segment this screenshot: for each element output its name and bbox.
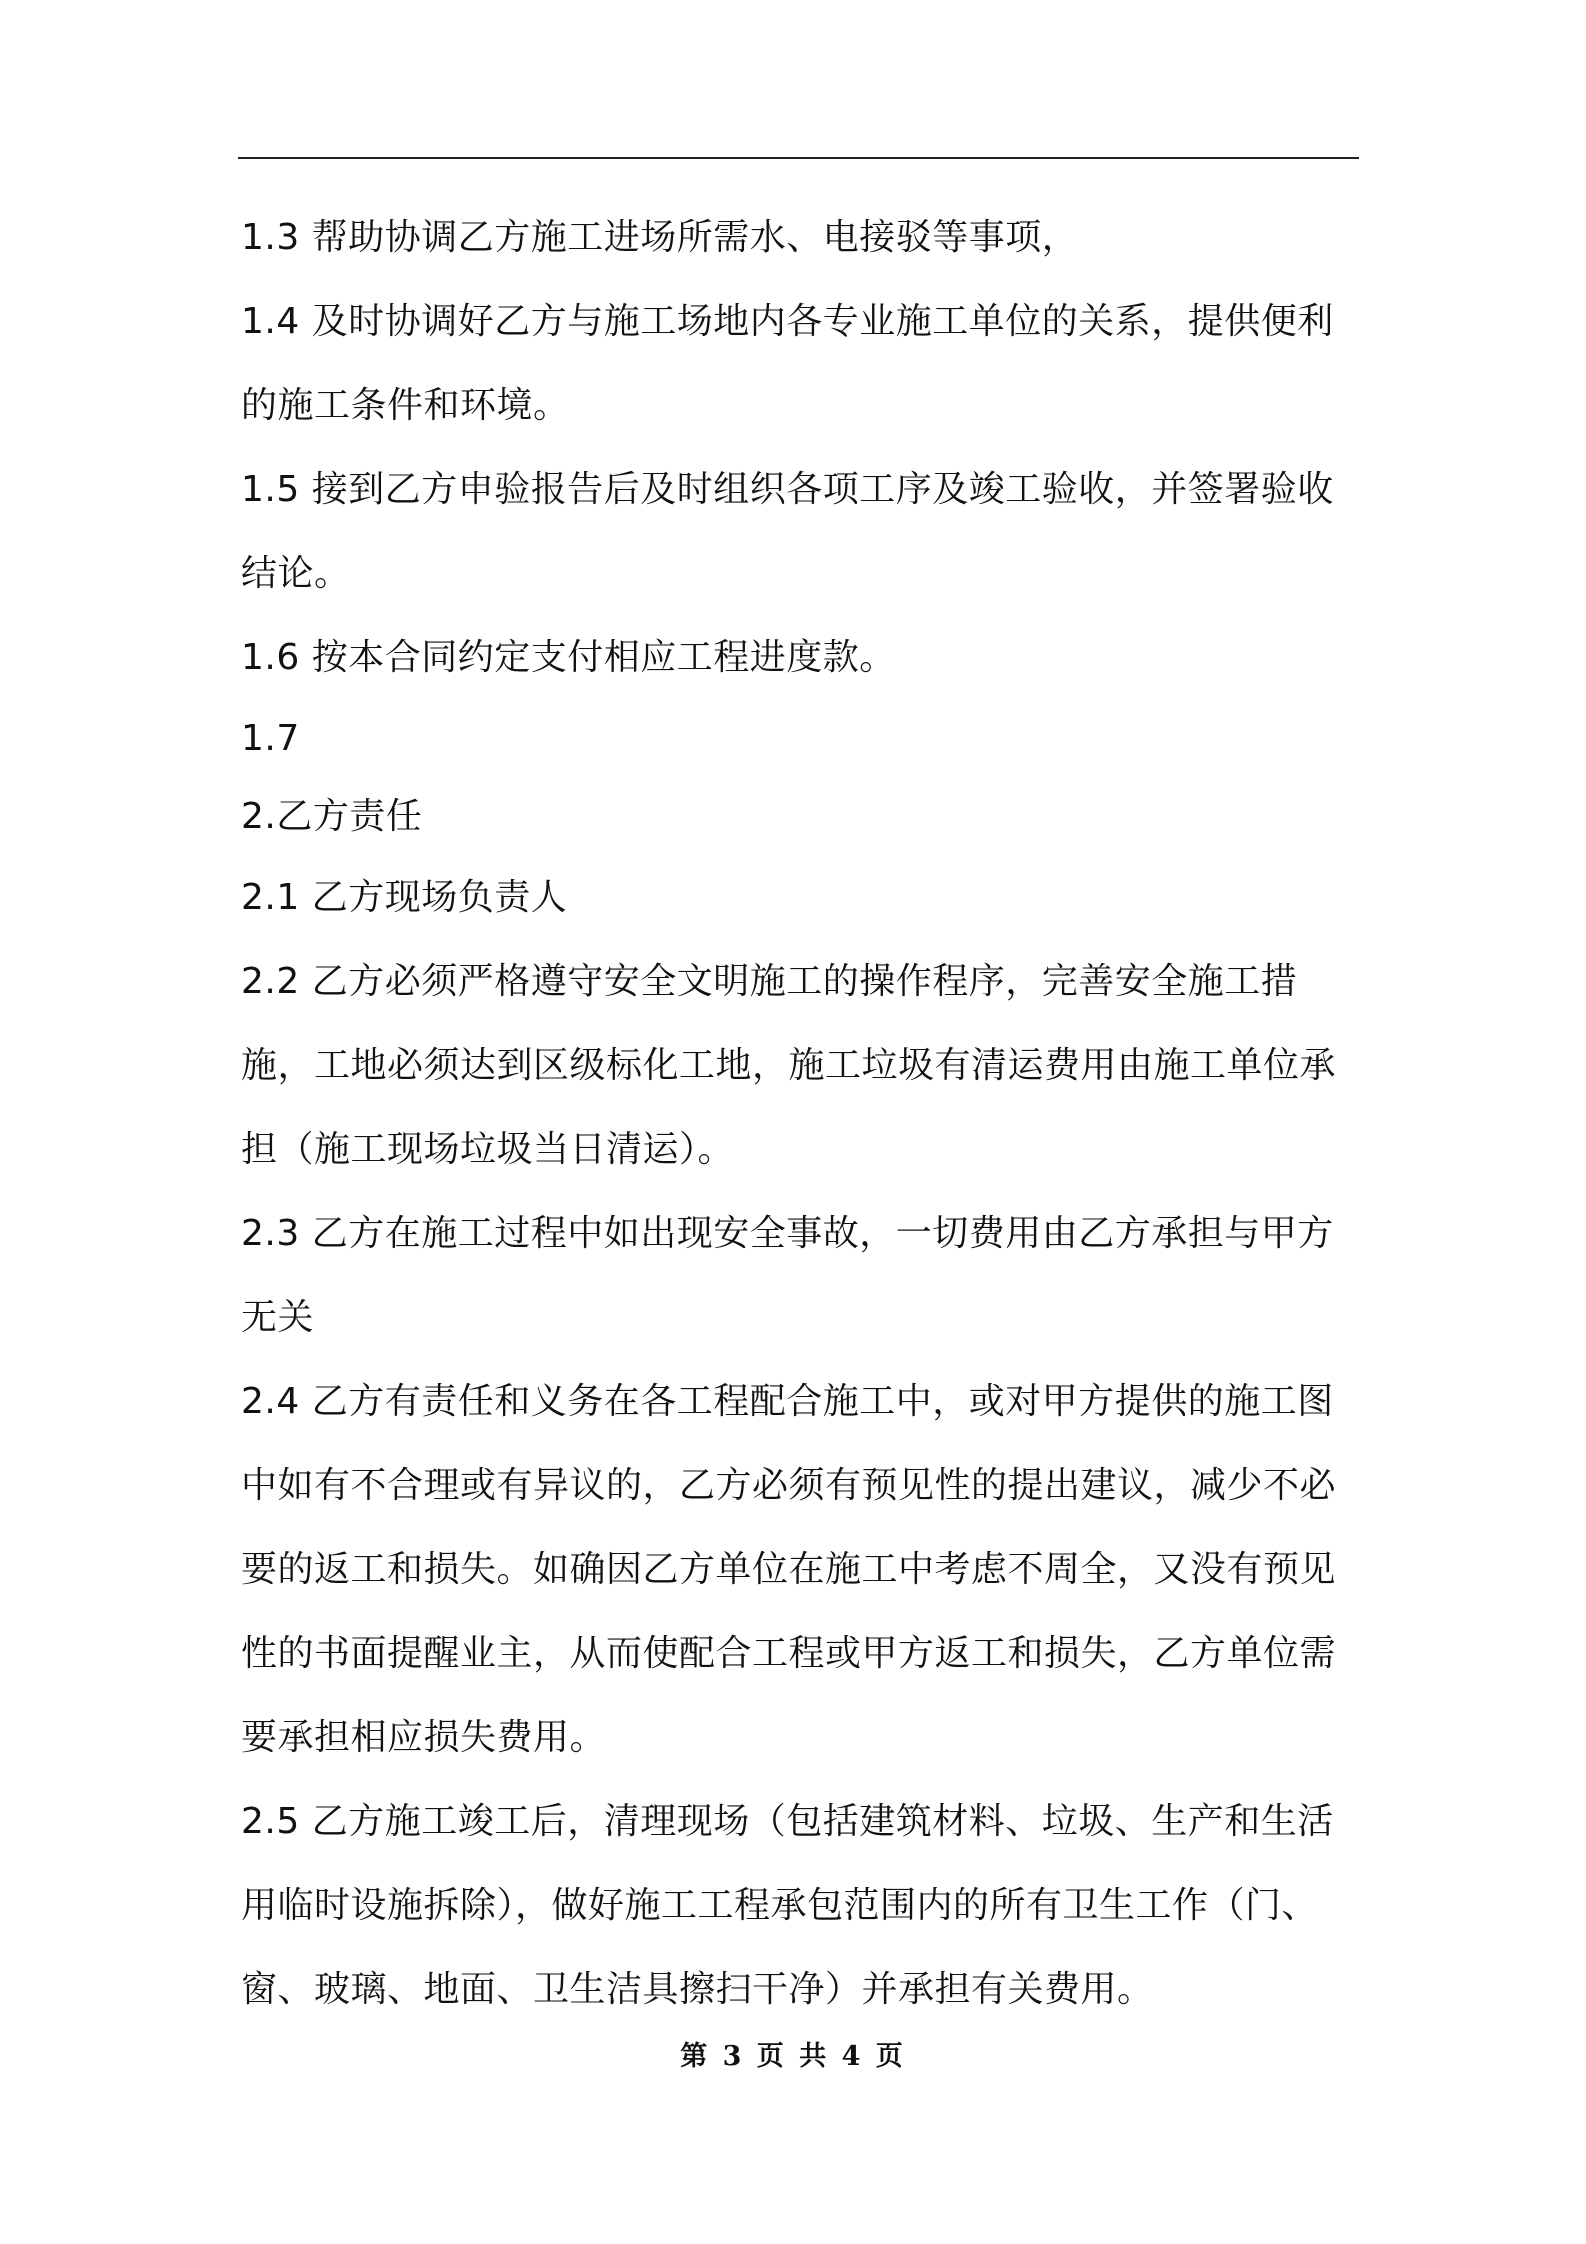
clause-2-4: 2.4 乙方有责任和义务在各工程配合施工中，或对甲方提供的施工图中如有不合理或有异议的，乙方必须有预见性的提出建议，减少不必要的返工和损失。如确因乙方单位在施工中考虑不周全，又没有预见性的书面提醒业主，从而使配合工程或甲方返工和损失，乙方单位需要承担相应损失费用。 bbox=[241, 1381, 1337, 1758]
clause-2-3: 2.3 乙方在施工过程中如出现安全事故，一切费用由乙方承担与甲方无关 bbox=[241, 1213, 1334, 1338]
clause-1-4: 1.4 及时协调好乙方与施工场地内各专业施工单位的关系，提供便利的施工条件和环境。 bbox=[241, 301, 1334, 426]
clause-2-5: 2.5 乙方施工竣工后，清理现场（包括建筑材料、垃圾、生产和生活用临时设施拆除），做好施工工程承包范围内的所有卫生工作（门、窗、玻璃、地面、卫生洁具擦扫干净）并承担有关费用。 bbox=[241, 1801, 1334, 2010]
page-number-footer: 第 3 页 共 4 页 bbox=[680, 2041, 906, 2072]
section-2-heading: 2.乙方责任 bbox=[241, 796, 423, 837]
clause-2-2: 2.2 乙方必须严格遵守安全文明施工的操作程序，完善安全施工措施，工地必须达到区级标化工地，施工垃圾有清运费用由施工单位承担（施工现场垃圾当日清运）。 bbox=[241, 961, 1337, 1170]
clause-2-1: 2.1 乙方现场负责人 bbox=[241, 877, 568, 918]
clause-1-7: 1.7 bbox=[241, 718, 300, 759]
clause-1-6: 1.6 按本合同约定支付相应工程进度款。 bbox=[241, 637, 896, 678]
header-rule bbox=[238, 157, 1359, 159]
clause-1-5: 1.5 接到乙方申验报告后及时组织各项工序及竣工验收，并签署验收结论。 bbox=[241, 469, 1334, 594]
document-body bbox=[241, 196, 1366, 2032]
clause-1-3: 1.3 帮助协调乙方施工进场所需水、电接驳等事项， bbox=[241, 217, 1079, 258]
